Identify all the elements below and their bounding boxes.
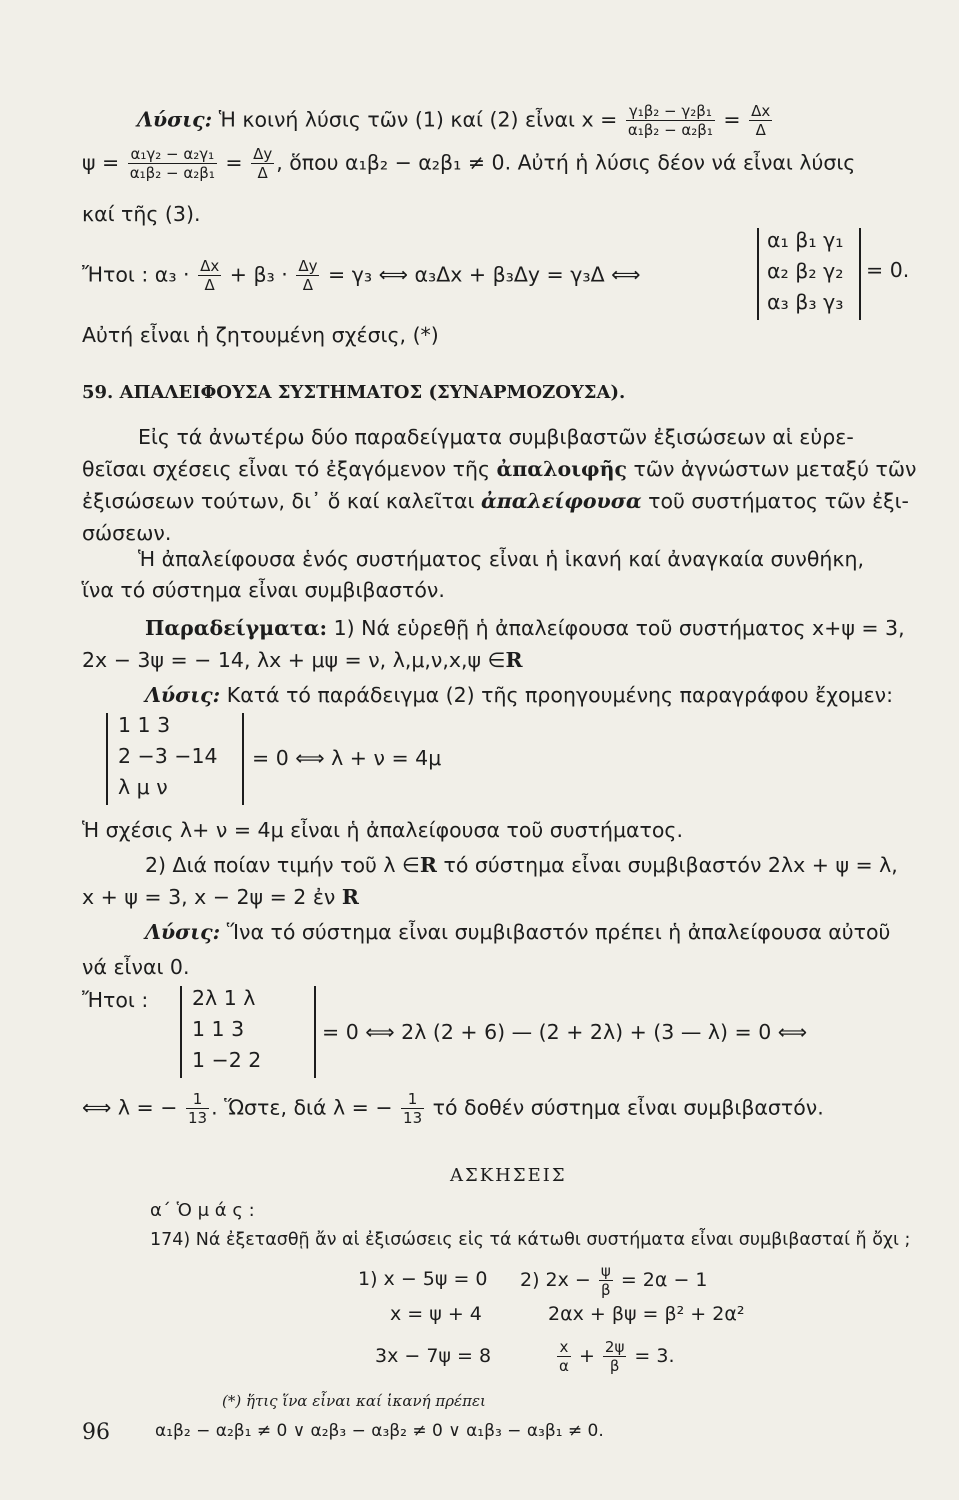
- paragraph-1-line-4: σώσεων.: [82, 521, 172, 545]
- etoi-line: Ἤτοι : α₃ · $\frac{\Delta x}{\Delta}$ + β₃ · $\frac{\Delta y}{\Delta}$ = γ₃ ⟺ α₃Δx + β₃Δy = γ₃Δ ⟺: [82, 257, 641, 294]
- solution-3-line: Λύσις: Ἵνα τό σύστημα εἶναι συμβιβαστόν πρέπει ἡ ἀπαλείφουσα αὐτοῦ: [145, 920, 891, 944]
- system-2-row-3: $\frac{x}{\alpha}$ + $\frac{2\psi}{\beta}$ = 3.: [559, 1338, 675, 1375]
- fraction-dx: $\frac{\Delta x}{\Delta}$: [751, 102, 771, 139]
- determinant-abc: α₁ β₁ γ₁ α₂ β₂ γ₂ α₃ β₃ γ₃: [757, 228, 861, 320]
- determinant-eq: = 0.: [866, 258, 910, 282]
- page-number: 96: [82, 1420, 110, 1445]
- solution-line-1: Λύσις: Ἡ κοινή λύσις τῶν (1) καί (2) εἶναι x = $\frac{\text{γ₁β₂ − γ₂β₁}}{\text{α₁β₂ − α₂β₁}}$ = $\frac{\Delta x}{\Delta}$: [137, 102, 771, 139]
- solution-line-2: ψ = $\frac{\text{α₁γ₂ − α₂γ₁}}{\text{α₁β₂ − α₂β₁}}$ = $\frac{\Delta y}{\Delta}$ , ὅπου α₁β₂ − α₂β₁ ≠ 0. Αὐτή ἡ λύσις δέον νά εἶναι λύσις: [82, 145, 856, 182]
- footnote-line-2: α₁β₂ − α₂β₁ ≠ 0 ∨ α₂β₃ − α₃β₂ ≠ 0 ∨ α₁β₃ − α₃β₁ ≠ 0.: [155, 1421, 604, 1441]
- term-apaleifousa: ἀπαλείφουσα: [480, 489, 642, 513]
- determinant-1-rhs: = 0 ⟺ λ + ν = 4μ: [252, 746, 442, 770]
- example-2-line-2: x + ψ = 3, x − 2ψ = 2 ἐν R: [82, 885, 359, 909]
- result-1: Ἡ σχέσις λ+ ν = 4μ εἶναι ἡ ἀπαλείφουσα τοῦ συστήματος.: [82, 818, 683, 842]
- exercises-title: ΑΣΚΗΣΕΙΣ: [450, 1165, 567, 1186]
- example-2-line-1: 2) Διά ποίαν τιμήν τοῦ λ ∈R τό σύστημα εἶναι συμβιβαστόν 2λx + ψ = λ,: [145, 853, 898, 877]
- exercise-174: 174) Νά ἐξετασθῇ ἄν αἱ ἐξισώσεις εἰς τά κάτωθι συστήματα εἶναι συμβιβασταί ἤ ὄχι ;: [150, 1230, 911, 1250]
- system-2-row-1: 2) 2x − $\frac{\psi}{\beta}$ = 2α − 1: [520, 1262, 708, 1299]
- term-apaloifis: ἀπαλοιφῆς: [496, 457, 627, 481]
- system-1-row-1: 1) x − 5ψ = 0: [358, 1268, 488, 1290]
- determinant-2-rhs: = 0 ⟺ 2λ (2 + 6) — (2 + 2λ) + (3 — λ) = 0 ⟺: [322, 1020, 808, 1044]
- example-1-line-1: Παραδείγματα: 1) Νά εὑρεθῇ ἡ ἀπαλείφουσα τοῦ συστήματος x+ψ = 3,: [145, 616, 905, 640]
- fraction-dy: $\frac{\Delta y}{\Delta}$: [253, 145, 273, 182]
- system-1-row-3: 3x − 7ψ = 8: [375, 1345, 492, 1367]
- solution-line-5: Αὐτή εἶναι ἡ ζητουμένη σχέσις, (*): [82, 323, 439, 347]
- fraction-y: $\frac{\text{α₁γ₂ − α₂γ₁}}{\text{α₁β₂ − α₂β₁}}$: [129, 145, 215, 182]
- example-1-line-2: 2x − 3ψ = − 14, λx + μψ = ν, λ,μ,ν,x,ψ ∈R: [82, 648, 523, 672]
- exercise-group: α΄ Ὁ μ ά ς :: [150, 1200, 255, 1221]
- examples-label: Παραδείγματα:: [145, 616, 328, 640]
- etoi-2: Ἤτοι :: [82, 988, 149, 1012]
- solution-2-line: Λύσις: Κατά τό παράδειγμα (2) τῆς προηγουμένης παραγράφου ἔχομεν:: [145, 683, 894, 707]
- solution-line-3: καί τῆς (3).: [82, 202, 201, 226]
- paragraph-1-line-1: Εἰς τά ἀνωτέρω δύο παραδείγματα συμβιβαστῶν ἐξισώσεων αἱ εὑρε-: [138, 425, 854, 449]
- section-heading: 59. ΑΠΑΛΕΙΦΟΥΣΑ ΣΥΣΤΗΜΑΤΟΣ (ΣΥΝΑΡΜΟΖΟΥΣΑ).: [82, 382, 626, 403]
- solution-label: Λύσις:: [137, 107, 213, 132]
- paragraph-1-line-3: ἐξισώσεων τούτων, δι᾽ ὅ καί καλεῖται ἀπαλείφουσα τοῦ συστήματος τῶν ἐξι-: [82, 489, 909, 513]
- determinant-example-1: 1 1 3 2 −3 −14 λ μ ν: [106, 713, 244, 805]
- final-result-line: ⟺ λ = − $\frac{1}{13}$ . Ὥστε, διά λ = − $\frac{1}{13}$ τό δοθέν σύστημα εἶναι συμβιβαστόν.: [82, 1090, 824, 1127]
- fraction-x: $\frac{\text{γ₁β₂ − γ₂β₁}}{\text{α₁β₂ − α₂β₁}}$: [627, 102, 713, 139]
- determinant-example-2: 2λ 1 λ 1 1 3 1 −2 2: [180, 986, 316, 1078]
- paragraph-1-line-2: θεῖσαι σχέσεις εἶναι τό ἐξαγόμενον τῆς ἀπαλοιφῆς τῶν ἀγνώστων μεταξύ τῶν: [82, 457, 917, 481]
- solution-3-line-2: νά εἶναι 0.: [82, 955, 190, 979]
- paragraph-2-line-2: ἵνα τό σύστημα εἶναι συμβιβαστόν.: [82, 578, 445, 602]
- footnote-line-1: (*) ἥτις ἵνα εἶναι καί ἱκανή πρέπει: [222, 1392, 486, 1410]
- paragraph-2-line-1: Ἡ ἀπαλείφουσα ἑνός συστήματος εἶναι ἡ ἱκανή καί ἀναγκαία συνθήκη,: [138, 547, 864, 571]
- system-1-row-2: x = ψ + 4: [390, 1303, 482, 1325]
- system-2-row-2: 2αx + βψ = β² + 2α²: [548, 1303, 745, 1325]
